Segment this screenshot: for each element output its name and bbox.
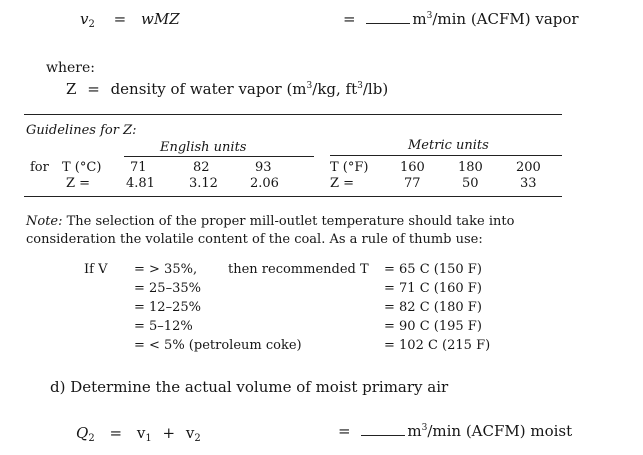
metric-z-value: 77 [404, 176, 421, 191]
v2-unit-pre: m [412, 10, 427, 28]
metric-units-header: Metric units [408, 138, 489, 153]
v2-unit-sup: 3 [426, 11, 433, 21]
z-definition [66, 80, 388, 98]
then-recommended-label: then recommended T [228, 262, 369, 277]
note-text-1: The selection of the proper mill-outlet temperature should take into [66, 214, 515, 229]
q2-term-a-sub: 1 [145, 433, 152, 444]
q2-unit-sup: 3 [421, 423, 428, 433]
v2-subscript: 2 [88, 19, 95, 30]
v2-equals: = [113, 10, 127, 28]
note-line-1 [26, 214, 514, 229]
metric-z-value: 33 [520, 176, 537, 191]
q2-result [338, 422, 572, 440]
z-def-sup1: 3 [306, 81, 313, 91]
z-def-pre: density of water vapor (m [110, 80, 307, 98]
metric-t-value: 180 [458, 160, 483, 175]
v2-rhs: wMZ [141, 10, 180, 28]
q2-symbol: Q [76, 424, 89, 442]
english-t-label: T (°C) [62, 160, 102, 175]
english-z-value: 4.81 [126, 176, 155, 191]
english-t-value: 71 [130, 160, 147, 175]
english-z-value: 3.12 [189, 176, 218, 191]
z-symbol: Z [66, 80, 77, 98]
v2-answer-blank[interactable] [366, 11, 410, 24]
q2-unit-post: /min (ACFM) moist [427, 422, 573, 440]
q2-equals: = [109, 424, 123, 442]
volatile-condition: = < 5% (petroleum coke) [134, 338, 302, 353]
metric-z-value: 50 [462, 176, 479, 191]
for-label: for [30, 160, 49, 175]
z-def-sup2: 3 [357, 81, 363, 91]
english-header-rule [124, 156, 314, 157]
volatile-condition: = > 35%, [134, 262, 198, 277]
english-units-header: English units [160, 140, 247, 155]
metric-t-value: 160 [400, 160, 425, 175]
q2-unit-pre: m [407, 422, 422, 440]
guidelines-bottom-rule [24, 196, 562, 197]
q2-term-a: v [136, 424, 146, 442]
recommended-temperature: = 90 C (195 F) [384, 319, 482, 334]
note-line-2: consideration the volatile content of the coal. As a rule of thumb use: [26, 232, 483, 247]
q2-term-b-sub: 2 [194, 433, 201, 444]
metric-header-rule [330, 155, 562, 156]
metric-z-label: Z = [330, 176, 355, 191]
volatile-condition: = 25–35% [134, 281, 201, 296]
z-def-post: /lb) [362, 80, 389, 98]
english-t-value: 93 [255, 160, 272, 175]
english-t-value: 82 [193, 160, 210, 175]
recommended-temperature: = 71 C (160 F) [384, 281, 482, 296]
guidelines-title: Guidelines for Z: [26, 123, 137, 138]
q2-answer-blank[interactable] [361, 423, 405, 436]
v2-symbol: v [80, 10, 89, 28]
volatile-condition: = 12–25% [134, 300, 201, 315]
z-def-mid: /kg, ft [312, 80, 358, 98]
if-v-label: If V [84, 262, 108, 277]
step-d-text: d) Determine the actual volume of moist primary air [50, 378, 449, 396]
recommended-temperature: = 65 C (150 F) [384, 262, 482, 277]
metric-t-label: T (°F) [330, 160, 369, 175]
recommended-temperature: = 82 C (180 F) [384, 300, 482, 315]
q2-term-b: v [185, 424, 195, 442]
z-equals: = [87, 80, 100, 98]
english-z-value: 2.06 [250, 176, 279, 191]
guidelines-top-rule [24, 114, 562, 115]
equation-v2 [80, 10, 180, 28]
equation-q2 [76, 424, 201, 442]
v2-unit-post: /min (ACFM) vapor [432, 10, 579, 28]
english-z-label: Z = [66, 176, 91, 191]
q2-result-equals: = [338, 422, 351, 440]
recommended-temperature: = 102 C (215 F) [384, 338, 491, 353]
q2-subscript: 2 [88, 433, 95, 444]
v2-result [343, 10, 579, 28]
v2-result-equals: = [343, 10, 356, 28]
note-label: Note: [26, 214, 63, 229]
q2-plus: + [162, 424, 176, 442]
metric-t-value: 200 [516, 160, 541, 175]
where-label: where: [46, 60, 95, 76]
volatile-condition: = 5–12% [134, 319, 193, 334]
